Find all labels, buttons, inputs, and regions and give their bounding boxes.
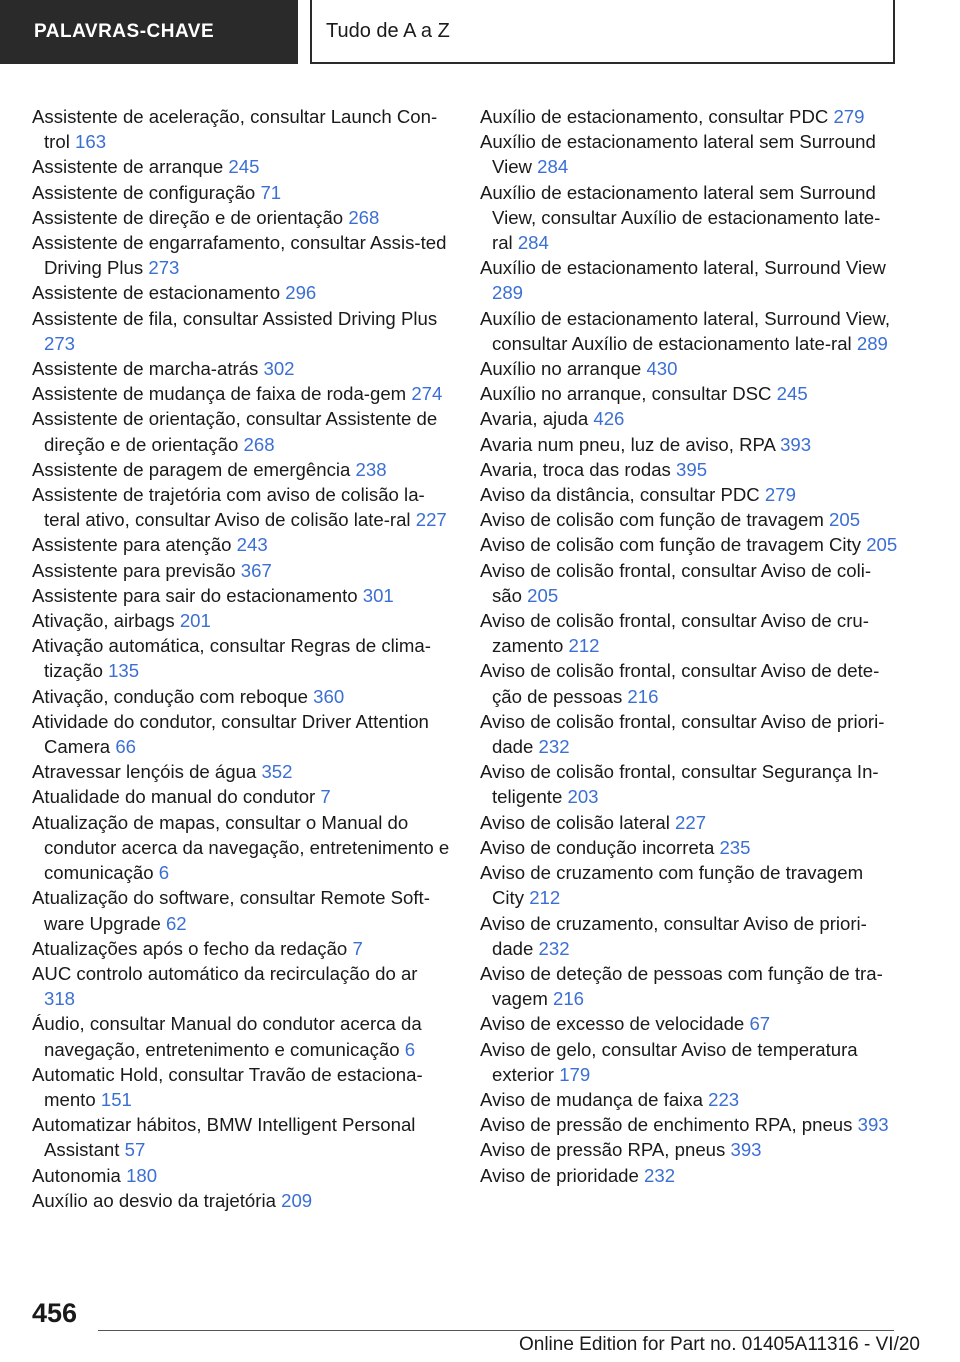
page-link[interactable]: 71 [260,181,282,203]
entry-text: Aviso de colisão frontal, consultar Aviso de coli-são [480,559,872,606]
entry-text: Auxílio ao desvio da trajetória [32,1189,276,1211]
entry-text: Aviso de pressão de enchimento RPA, pneus [480,1114,853,1136]
page-link[interactable]: 268 [348,206,380,228]
index-entry [32,1163,452,1188]
index-entry [32,1188,452,1213]
entry-text: Assistente de aceleração, consultar Launch Con-trol [32,106,438,153]
index-entry [32,885,452,935]
index-entry [480,709,900,759]
section-label: PALAVRAS-CHAVE [34,21,215,42]
chapter-title: Tudo de A a Z [326,19,450,42]
index-entry [480,1087,900,1112]
index-entry [480,306,900,356]
index-entry [480,961,900,1011]
index-entry [480,1037,900,1087]
page-link[interactable]: 203 [567,786,599,808]
index-entry [480,255,900,305]
page-link[interactable]: 296 [285,282,317,304]
page-link[interactable]: 179 [559,1063,591,1085]
entry-text: Assistente de trajetória com aviso de colisão la-teral ativo, consultar Aviso de colisão late-ral [32,484,425,531]
index-entry [32,457,452,482]
index-entry [480,658,900,708]
page-link[interactable]: 235 [719,836,751,858]
index-entry [32,104,452,154]
entry-text: Auxílio de estacionamento lateral sem Surround View [480,131,876,178]
entry-text: Atualização de mapas, consultar o Manual do condutor acerca da navegação, entretenimento e comunicação [32,811,450,884]
index-entry [32,1011,452,1061]
page-link[interactable]: 209 [281,1189,313,1211]
entry-text: Ativação, condução com reboque [32,685,308,707]
page-link[interactable]: 7 [352,937,363,959]
index-entry [480,104,900,129]
entry-text: Aviso de cruzamento com função de travagem City [480,862,864,909]
entry-text: Aviso de condução incorreta [480,836,715,858]
entry-text: Assistente de arranque [32,156,224,178]
page-link[interactable]: 430 [646,358,678,380]
page-link[interactable]: 212 [529,887,561,909]
index-entry [480,1163,900,1188]
entry-text: Atravessar lençóis de água [32,761,257,783]
page-link[interactable]: 289 [856,332,888,354]
page-link[interactable]: 57 [124,1139,146,1161]
entry-text: Auxílio no arranque [480,358,642,380]
entry-text: Aviso de prioridade [480,1164,639,1186]
index-column-right [480,104,900,1188]
entry-text: Automatic Hold, consultar Travão de estaciona-mento [32,1063,423,1110]
index-entry [480,482,900,507]
page-link[interactable]: 284 [517,232,549,254]
index-entry [32,583,452,608]
entry-text: Atualizações após o fecho da redação [32,937,348,959]
entry-text: Ativação, airbags [32,610,175,632]
index-entry [32,633,452,683]
index-entry [480,608,900,658]
index-entry [32,356,452,381]
page-link[interactable]: 212 [568,635,600,657]
entry-text: Atualidade do manual do condutor [32,786,316,808]
page-link[interactable]: 284 [537,156,569,178]
entry-text: Auxílio de estacionamento lateral, Surround View, consultar Auxílio de estacionamento late-ral [480,307,890,354]
page-link[interactable]: 279 [833,106,865,127]
entry-text: Atividade do condutor, consultar Driver Attention Camera [32,710,429,758]
page-link[interactable]: 7 [320,786,331,808]
page-link[interactable]: 6 [404,1038,416,1060]
index-entry [32,406,452,456]
entry-text: Auxílio de estacionamento lateral, Surround View [480,257,886,279]
page-link[interactable]: 393 [730,1139,762,1161]
entry-text: AUC controlo automático da recirculação do ar [32,962,418,984]
entry-text: Assistente para sair do estacionamento [32,584,358,606]
entry-text: Aviso de colisão lateral [480,811,670,833]
entry-text: Assistente de mudança de faixa de roda-gem [32,383,407,405]
section-tab [0,0,298,64]
chapter-title-box [310,0,895,64]
page-link[interactable]: 238 [355,458,387,480]
page-link[interactable]: 67 [749,1013,771,1035]
edition-info: Online Edition for Part no. 01405A11316 - VI/20 [518,1334,920,1355]
page-link[interactable]: 268 [243,433,275,455]
entry-text: Avaria num pneu, luz de aviso, RPA [480,433,775,455]
entry-text: Aviso de excesso de velocidade [480,1013,745,1035]
page-link[interactable]: 205 [527,584,559,606]
index-entry [480,532,900,557]
entry-text: Áudio, consultar Manual do condutor acerca da navegação, entretenimento e comunicação [32,1013,422,1060]
index-entry [480,356,900,381]
page-link[interactable]: 232 [538,736,570,758]
entry-text: Assistente de paragem de emergência [32,458,351,480]
index-entry [32,306,452,356]
index-column-left [32,104,452,1213]
page-link[interactable]: 395 [676,458,708,480]
index-entry [32,558,452,583]
entry-text: Assistente para atenção [32,534,232,556]
entry-text: Aviso de colisão com função de travagem City [480,534,862,556]
page-link[interactable]: 273 [44,332,76,354]
page-link[interactable]: 302 [263,358,295,380]
index-entry [32,482,452,532]
index-entry [480,911,900,961]
index-entry [32,381,452,406]
page-header [0,0,960,64]
index-entry [480,835,900,860]
entry-text: Assistente de direção e de orientação [32,206,344,228]
index-entry [32,810,452,886]
entry-text: Aviso de deteção de pessoas com função de tra-vagem [480,962,883,1010]
page-link[interactable]: 393 [857,1114,889,1136]
entry-text: Automatizar hábitos, BMW Intelligent Personal Assistant [32,1114,416,1161]
index-entry [480,558,900,608]
entry-text: Aviso de colisão frontal, consultar Aviso de priori-dade [480,710,885,758]
index-entry [32,230,452,280]
page-link[interactable]: 245 [776,383,808,405]
index-entry [32,154,452,179]
entry-text: Aviso de gelo, consultar Aviso de temperatura exterior [480,1038,858,1085]
page-link[interactable]: 352 [261,761,293,783]
index-entry [32,180,452,205]
page-link[interactable]: 201 [179,610,211,632]
page-link[interactable]: 393 [780,433,812,455]
entry-text: Auxílio de estacionamento lateral sem Surround View, consultar Auxílio de estacionamento late-ral [480,181,881,254]
index-entry [32,1062,452,1112]
index-entry [480,129,900,179]
entry-text: Auxílio no arranque, consultar DSC [480,383,772,405]
index-entry [32,280,452,305]
entry-text: Assistente de marcha-atrás [32,358,259,380]
entry-text: Aviso de pressão RPA, pneus [480,1139,726,1161]
entry-text: Autonomia [32,1164,121,1186]
index-entry [480,457,900,482]
page-link[interactable]: 227 [415,509,447,531]
index-entry [32,608,452,633]
footer-divider [98,1330,894,1331]
page-link[interactable]: 205 [829,509,861,531]
entry-text: Aviso de colisão frontal, consultar Aviso de cru-zamento [480,610,869,657]
entry-text: Assistente de estacionamento [32,282,281,304]
index-entry [480,810,900,835]
index-entry [480,1011,900,1036]
index-entry [480,759,900,809]
page-link[interactable]: 66 [115,736,136,758]
index-entry [32,205,452,230]
entry-text: Assistente de fila, consultar Assisted Driving Plus [32,307,438,329]
entry-text: Aviso da distância, consultar PDC [480,484,760,506]
page-link[interactable]: 279 [764,484,796,506]
entry-text: Aviso de mudança de faixa [480,1088,703,1110]
page-link[interactable]: 216 [627,685,659,707]
page-number: 456 [32,1298,78,1328]
entry-text: Avaria, ajuda [480,408,589,430]
page-link[interactable]: 318 [44,988,76,1010]
page-link[interactable]: 360 [313,685,345,707]
entry-text: Assistente de configuração [32,181,256,203]
page-link[interactable]: 151 [100,1088,132,1110]
index-entry [480,507,900,532]
index-entry [32,709,452,759]
entry-text: Ativação automática, consultar Regras de clima-tização [32,635,431,682]
page-link[interactable]: 216 [552,988,585,1010]
index-entry [32,532,452,557]
entry-text: Aviso de colisão com função de travagem [480,509,824,531]
index-entry [480,180,900,256]
page-link[interactable]: 289 [492,282,524,304]
index-entry [32,961,452,1011]
entry-text: Aviso de cruzamento, consultar Aviso de priori-dade [480,912,867,959]
page-link[interactable]: 274 [411,383,443,405]
index-entry [32,684,452,709]
entry-text: Avaria, troca das rodas [480,458,671,480]
page-link[interactable]: 135 [108,660,140,682]
page-link[interactable]: 163 [75,131,107,153]
page-link[interactable]: 245 [228,156,260,178]
entry-text: Aviso de colisão frontal, consultar Aviso de dete-ção de pessoas [480,660,880,707]
index-entry [32,936,452,961]
entry-text: Aviso de colisão frontal, consultar Segurança In-teligente [480,761,879,808]
page-link[interactable]: 6 [158,862,170,884]
index-entry [32,1112,452,1162]
entry-text: Assistente para previsão [32,559,236,581]
entry-text: Auxílio de estacionamento, consultar PDC [480,106,829,127]
page-link[interactable]: 227 [675,811,707,833]
page-link[interactable]: 180 [126,1164,158,1186]
index-entry [480,1112,900,1137]
entry-text: Assistente de orientação, consultar Assistente de direção e de orientação [32,408,438,455]
index-entry [480,860,900,910]
page-link[interactable]: 301 [362,584,394,606]
page-link[interactable]: 205 [866,534,898,556]
index-entry [480,432,900,457]
index-entry [480,1137,900,1162]
index-entry [32,759,452,784]
page-link[interactable]: 62 [165,912,187,934]
page-link[interactable]: 223 [708,1088,740,1110]
entry-text: Assistente de engarrafamento, consultar Assis-ted Driving Plus [32,232,447,279]
page-link[interactable]: 232 [538,937,570,959]
page-link[interactable]: 273 [148,257,180,279]
entry-text: Atualização do software, consultar Remote Soft-ware Upgrade [32,887,430,934]
index-entry [480,406,900,431]
page-link[interactable]: 426 [593,408,625,430]
index-entry [32,784,452,809]
page-link[interactable]: 367 [240,559,272,581]
page-link[interactable]: 232 [644,1164,676,1186]
page-link[interactable]: 243 [236,534,268,556]
index-entry [480,381,900,406]
